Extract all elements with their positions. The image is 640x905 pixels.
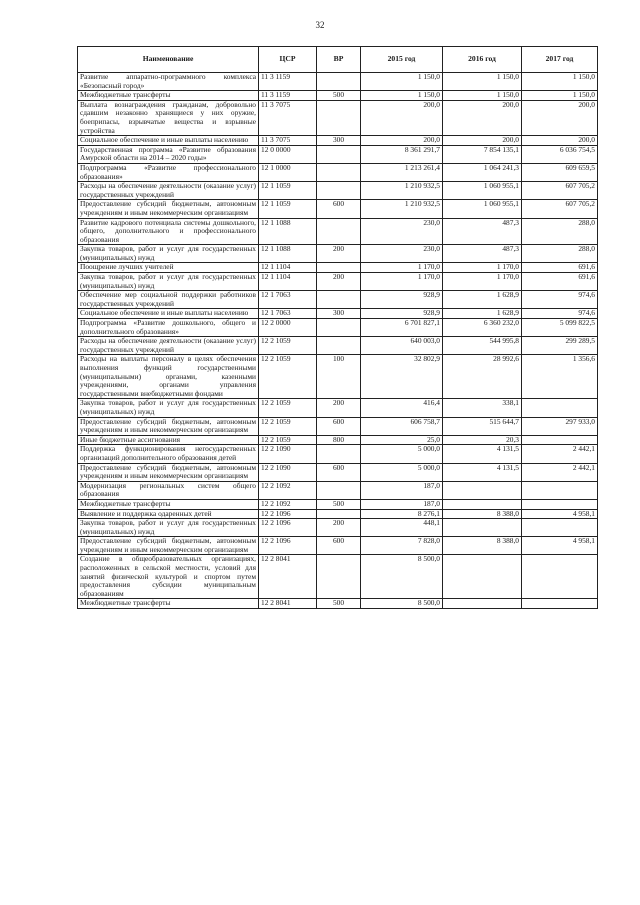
table-row [78,218,598,245]
table-row [78,509,598,519]
row-name: Предоставление субсидий бюджетным, автономным учреждениям и иным некоммерческим организациям [78,200,259,218]
row-2015: 928,9 [361,309,443,319]
row-vr: 600 [317,463,361,481]
row-2016 [443,499,522,509]
row-vr [317,263,361,273]
table-row [78,291,598,309]
row-2017 [522,599,598,609]
row-2016: 1 170,0 [443,263,522,273]
table-row [78,481,598,499]
row-vr: 100 [317,355,361,399]
table-row [78,73,598,91]
row-vr [317,73,361,91]
row-2017: 607 705,2 [522,182,598,200]
row-2015: 8 500,0 [361,599,443,609]
table-row [78,537,598,555]
row-2016: 1 060 955,1 [443,200,522,218]
row-2017 [522,555,598,599]
row-2015: 1 170,0 [361,263,443,273]
row-csr: 12 2 0000 [259,319,317,337]
table-row [78,273,598,291]
row-2017: 1 150,0 [522,91,598,101]
row-2015: 200,0 [361,100,443,135]
row-2015: 230,0 [361,218,443,245]
row-csr: 11 3 1159 [259,91,317,101]
row-csr: 11 3 7075 [259,136,317,146]
row-2017: 288,0 [522,245,598,263]
row-name: Межбюджетные трансферты [78,599,259,609]
row-2015: 8 276,1 [361,509,443,519]
row-2016: 7 854 135,1 [443,145,522,163]
row-vr [317,100,361,135]
row-csr: 12 2 1059 [259,355,317,399]
row-2015: 1 150,0 [361,91,443,101]
row-2016: 338,1 [443,399,522,417]
row-2015: 640 003,0 [361,337,443,355]
row-name: Закупка товаров, работ и услуг для государственных (муниципальных) нужд [78,399,259,417]
table-row [78,263,598,273]
row-vr [317,445,361,463]
row-2017: 2 442,1 [522,445,598,463]
row-2015: 8 500,0 [361,555,443,599]
row-2015: 6 701 827,1 [361,319,443,337]
table-row [78,136,598,146]
row-2015: 7 828,0 [361,537,443,555]
row-2015: 1 210 932,5 [361,200,443,218]
header-name: Наименование [78,47,259,73]
row-csr: 12 1 1088 [259,245,317,263]
row-2017: 607 705,2 [522,200,598,218]
row-vr: 600 [317,417,361,435]
row-2015: 1 213 261,4 [361,163,443,181]
row-2017: 1 356,6 [522,355,598,399]
row-2015: 416,4 [361,399,443,417]
row-2017: 299 289,5 [522,337,598,355]
row-name: Предоставление субсидий бюджетным, автономным учреждениям и иным некоммерческим организациям [78,463,259,481]
table-row [78,182,598,200]
row-2016: 487,3 [443,218,522,245]
row-vr: 500 [317,599,361,609]
header-2016: 2016 год [443,47,522,73]
row-name: Закупка товаров, работ и услуг для государственных (муниципальных) нужд [78,245,259,263]
row-name: Поощрение лучших учителей [78,263,259,273]
row-csr: 12 2 8041 [259,555,317,599]
row-2015: 1 170,0 [361,273,443,291]
table-row [78,245,598,263]
row-2015: 1 210 932,5 [361,182,443,200]
page-number: 32 [315,20,325,30]
row-2016: 1 628,9 [443,309,522,319]
row-vr [317,163,361,181]
row-2016: 1 150,0 [443,91,522,101]
table-row [78,309,598,319]
row-csr: 12 1 1059 [259,200,317,218]
row-name: Предоставление субсидий бюджетным, автономным учреждениям и иным некоммерческим организациям [78,417,259,435]
row-csr: 12 1 1104 [259,263,317,273]
table-row [78,417,598,435]
row-name: Социальное обеспечение и иные выплаты населению [78,136,259,146]
row-2017: 297 933,0 [522,417,598,435]
table-row [78,145,598,163]
row-vr: 600 [317,200,361,218]
row-2016: 6 360 232,0 [443,319,522,337]
row-csr: 12 1 7063 [259,309,317,319]
row-2016: 28 992,6 [443,355,522,399]
row-2016: 1 060 955,1 [443,182,522,200]
row-2016: 8 388,0 [443,509,522,519]
row-2016: 1 150,0 [443,73,522,91]
row-2017: 6 036 754,5 [522,145,598,163]
row-vr [317,182,361,200]
row-vr [317,291,361,309]
row-csr: 12 2 1092 [259,481,317,499]
row-2015: 25,0 [361,435,443,445]
row-csr: 12 2 1096 [259,537,317,555]
header-2017: 2017 год [522,47,598,73]
row-2017: 200,0 [522,136,598,146]
row-2015: 928,9 [361,291,443,309]
row-2016 [443,555,522,599]
row-name: Закупка товаров, работ и услуг для государственных (муниципальных) нужд [78,273,259,291]
row-vr: 300 [317,136,361,146]
row-vr [317,218,361,245]
row-2016: 1 064 241,3 [443,163,522,181]
row-2016: 200,0 [443,136,522,146]
row-vr: 800 [317,435,361,445]
table-row [78,445,598,463]
row-name: Расходы на выплаты персоналу в целях обеспечения выполнения функций государственными (муниципальными) органами, казенными учреждениями, органами управления государственными внебюджетными фондами [78,355,259,399]
row-csr: 12 2 1090 [259,463,317,481]
row-name: Обеспечение мер социальной поддержки работников государственных учреждений [78,291,259,309]
table-row [78,319,598,337]
row-csr: 12 2 1059 [259,417,317,435]
row-csr: 12 2 1059 [259,435,317,445]
row-2016 [443,481,522,499]
row-csr: 12 0 0000 [259,145,317,163]
row-2016: 515 644,7 [443,417,522,435]
row-2016: 4 131,5 [443,463,522,481]
row-2016: 20,3 [443,435,522,445]
row-name: Иные бюджетные ассигнования [78,435,259,445]
row-2016: 8 388,0 [443,537,522,555]
row-vr [317,337,361,355]
row-csr: 12 1 1104 [259,273,317,291]
row-vr: 200 [317,245,361,263]
row-vr: 500 [317,499,361,509]
row-2017 [522,435,598,445]
row-2017 [522,499,598,509]
row-vr [317,481,361,499]
row-2017: 974,6 [522,291,598,309]
row-vr [317,145,361,163]
row-2017: 609 659,5 [522,163,598,181]
row-2015: 230,0 [361,245,443,263]
row-name: Государственная программа «Развитие образования Амурской области на 2014 – 2020 годы» [78,145,259,163]
row-2016: 1 628,9 [443,291,522,309]
row-vr: 600 [317,537,361,555]
row-2017 [522,399,598,417]
row-vr: 200 [317,519,361,537]
row-vr: 300 [317,309,361,319]
row-2017: 974,6 [522,309,598,319]
row-2015: 187,0 [361,481,443,499]
row-csr: 12 2 1090 [259,445,317,463]
row-name: Межбюджетные трансферты [78,91,259,101]
row-name: Расходы на обеспечение деятельности (оказание услуг) государственных учреждений [78,182,259,200]
table-row [78,100,598,135]
table-row [78,519,598,537]
row-2017: 4 958,1 [522,509,598,519]
budget-table [77,46,598,609]
row-csr: 12 2 1096 [259,519,317,537]
table-header-row [78,47,598,73]
row-vr: 200 [317,399,361,417]
row-csr: 12 1 1059 [259,182,317,200]
row-vr [317,319,361,337]
row-csr: 12 2 1059 [259,337,317,355]
table-row [78,599,598,609]
row-name: Создание в общеобразовательных организациях, расположенных в сельской местности, условий для занятий физической культурой и спортом путем предоставления субсидии муниципальным образованиям [78,555,259,599]
table-row [78,399,598,417]
row-csr: 11 3 7075 [259,100,317,135]
row-2017: 200,0 [522,100,598,135]
row-vr [317,555,361,599]
row-2016: 4 131,5 [443,445,522,463]
row-name: Подпрограмма «Развитие дошкольного, общего и дополнительного образования» [78,319,259,337]
row-2017: 2 442,1 [522,463,598,481]
table-row [78,555,598,599]
row-vr: 500 [317,91,361,101]
row-2015: 1 150,0 [361,73,443,91]
table-row [78,163,598,181]
table-row [78,91,598,101]
row-vr [317,509,361,519]
row-name: Выявление и поддержка одаренных детей [78,509,259,519]
row-name: Расходы на обеспечение деятельности (оказание услуг) государственных учреждений [78,337,259,355]
table-row [78,435,598,445]
row-2016 [443,519,522,537]
row-2016: 487,3 [443,245,522,263]
row-2016: 1 170,0 [443,273,522,291]
row-2017: 288,0 [522,218,598,245]
row-name: Межбюджетные трансферты [78,499,259,509]
row-2015: 448,1 [361,519,443,537]
row-csr: 12 2 8041 [259,599,317,609]
row-name: Выплата вознаграждения гражданам, добровольно сдавшим незаконно хранящиеся у них оружие, боеприпасы, взрывчатые вещества и взрывные устройства [78,100,259,135]
row-name: Предоставление субсидий бюджетным, автономным учреждениям и иным некоммерческим организациям [78,537,259,555]
row-2016: 200,0 [443,100,522,135]
row-name: Поддержка функционирования негосударственных организаций дополнительного образования детей [78,445,259,463]
row-vr: 200 [317,273,361,291]
header-vr: ВР [317,47,361,73]
row-name: Подпрограмма «Развитие профессионального образования» [78,163,259,181]
row-2015: 606 758,7 [361,417,443,435]
row-2015: 187,0 [361,499,443,509]
row-name: Модернизация региональных систем общего образования [78,481,259,499]
row-csr: 12 2 1092 [259,499,317,509]
row-csr: 12 1 0000 [259,163,317,181]
table-row [78,499,598,509]
row-csr: 12 1 1088 [259,218,317,245]
row-2017 [522,481,598,499]
table-row [78,337,598,355]
row-2015: 8 361 291,7 [361,145,443,163]
row-2015: 5 000,0 [361,463,443,481]
row-csr: 12 2 1096 [259,509,317,519]
row-name: Развитие аппаратно-программного комплекса «Безопасный город» [78,73,259,91]
row-2017: 691,6 [522,263,598,273]
row-2015: 200,0 [361,136,443,146]
table-row [78,355,598,399]
row-2017: 691,6 [522,273,598,291]
table-row [78,463,598,481]
row-csr: 11 3 1159 [259,73,317,91]
row-2017: 5 099 822,5 [522,319,598,337]
header-csr: ЦСР [259,47,317,73]
row-2017: 4 958,1 [522,537,598,555]
row-2016: 544 995,8 [443,337,522,355]
row-2016 [443,599,522,609]
row-csr: 12 2 1059 [259,399,317,417]
row-name: Закупка товаров, работ и услуг для государственных (муниципальных) нужд [78,519,259,537]
row-2015: 32 802,9 [361,355,443,399]
row-2017: 1 150,0 [522,73,598,91]
header-2015: 2015 год [361,47,443,73]
row-name: Развитие кадрового потенциала системы дошкольного, общего, дополнительного и профессионального образования [78,218,259,245]
row-2017 [522,519,598,537]
row-csr: 12 1 7063 [259,291,317,309]
row-2015: 5 000,0 [361,445,443,463]
table-row [78,200,598,218]
row-name: Социальное обеспечение и иные выплаты населению [78,309,259,319]
